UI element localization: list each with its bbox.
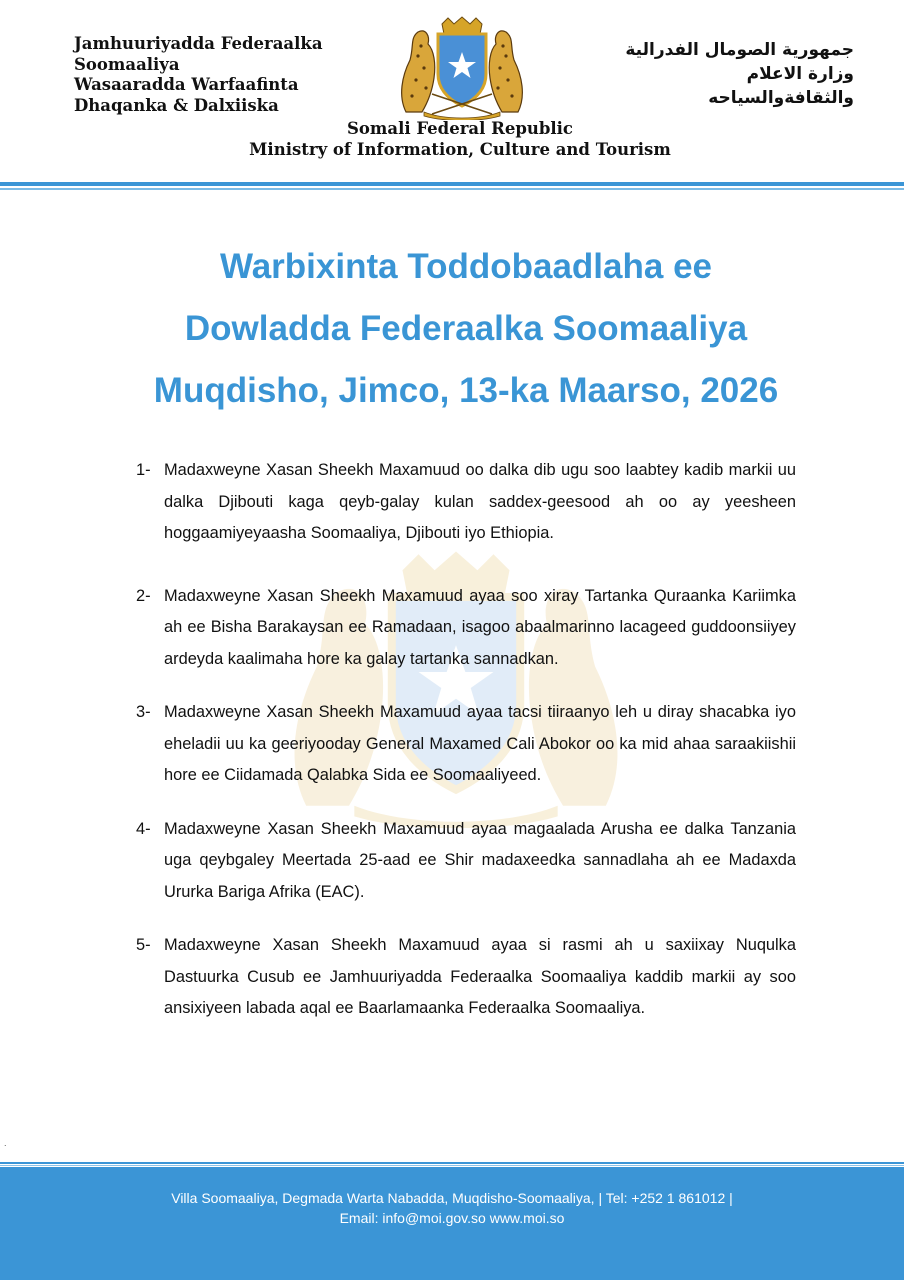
footer-contact: Email: info@moi.gov.so www.moi.so: [339, 1210, 565, 1226]
somali-coat-of-arms-icon: [388, 16, 536, 120]
header-arabic-line: وزارة الاعلام: [746, 64, 854, 84]
news-item-text: Madaxweyne Xasan Sheekh Maxamuud ayaa tacsi tiiraanyo leh u diray shacabka iyo eheladii uu ka geeriyooday General Maxamed Cali Abokor oo ka mid ahaa saraakiishii hore ee Ciidamada Qalabka Sida ee Soomaaliyeed.: [164, 703, 796, 784]
news-item-number: 3-: [136, 703, 151, 721]
news-item-number: 4-: [136, 819, 151, 838]
header-divider: [0, 182, 904, 191]
news-item: [136, 581, 796, 676]
header-arabic-line: والثقافةوالسياحه: [708, 88, 854, 108]
news-item-number: 1-: [136, 461, 151, 479]
news-item: [136, 930, 796, 1025]
news-item-number: 5-: [136, 936, 151, 954]
news-item-number: 2-: [136, 586, 151, 605]
header-somali-line: Jamhuuriyadda Federaalka: [74, 34, 323, 53]
header-somali-line: Soomaaliya: [74, 54, 180, 74]
news-item-text: Madaxweyne Xasan Sheekh Maxamuud ayaa soo xiray Tartanka Quraanka Kariimka ah ee Bisha Barakaysan ee Ramadaan, isagoo abaalmarinno lacageed guddoonsiiyey ardeyda kaalimaha hore ka galay tartanka sannadkan.: [164, 586, 796, 668]
report-title-line: Dowladda Federaalka Soomaaliya: [184, 309, 748, 348]
news-item: [136, 697, 796, 792]
footer: [0, 1162, 904, 1280]
news-list: [136, 455, 796, 1025]
news-item-text: Madaxweyne Xasan Sheekh Maxamuud ayaa magaalada Arusha ee dalka Tanzania uga qeybgaley Meertada 25-aad ee Shir madaxeedka sannadlaha ah ee Madaxda Ururka Bariga Afrika (EAC).: [164, 819, 796, 901]
news-item-text: Madaxweyne Xasan Sheekh Maxamuud oo dalka dib ugu soo laabtey kadib markii uu dalka Djibouti kaga qeyb-galay kulan saddex-geesood ah oo ay yeesheen hoggaamiyeyaasha Soomaaliya, Djibouti iyo Ethiopia.: [164, 461, 796, 542]
header-somali-block: [74, 34, 374, 116]
news-item: [136, 455, 796, 550]
header-english-line: Somali Federal Republic: [347, 119, 573, 138]
footer-dot: .: [4, 1138, 7, 1148]
header-somali-line: Dhaqanka & Dalxiiska: [74, 95, 279, 115]
header-somali-line: Wasaaradda Warfaafinta: [74, 75, 299, 94]
report-title: [0, 236, 904, 422]
header-arabic-block: [574, 38, 854, 110]
footer-address: Villa Soomaaliya, Degmada Warta Nabadda, Muqdisho-Soomaaliya, | Tel: +252 1 861012 |: [171, 1190, 733, 1206]
header-english-block: [0, 118, 904, 160]
report-title-line: Muqdisho, Jimco, 13-ka Maarso, 2026: [153, 371, 779, 410]
news-item-text: Madaxweyne Xasan Sheekh Maxamuud ayaa si rasmi ah u saxiixay Nuqulka Dastuurka Cusub ee Jamhuuriyadda Federaalka Soomaaliya kaddib markii ay soo ansixiyeen labada aqal ee Baarlamaanka Federaalka Soomaaliya.: [164, 936, 796, 1017]
report-title-line: Warbixinta Toddobaadlaha ee: [219, 247, 713, 286]
news-item: [136, 814, 796, 909]
header-arabic-line: جمهورية الصومال الفدرالية: [625, 40, 854, 60]
header-english-line: Ministry of Information, Culture and Tourism: [249, 140, 671, 159]
